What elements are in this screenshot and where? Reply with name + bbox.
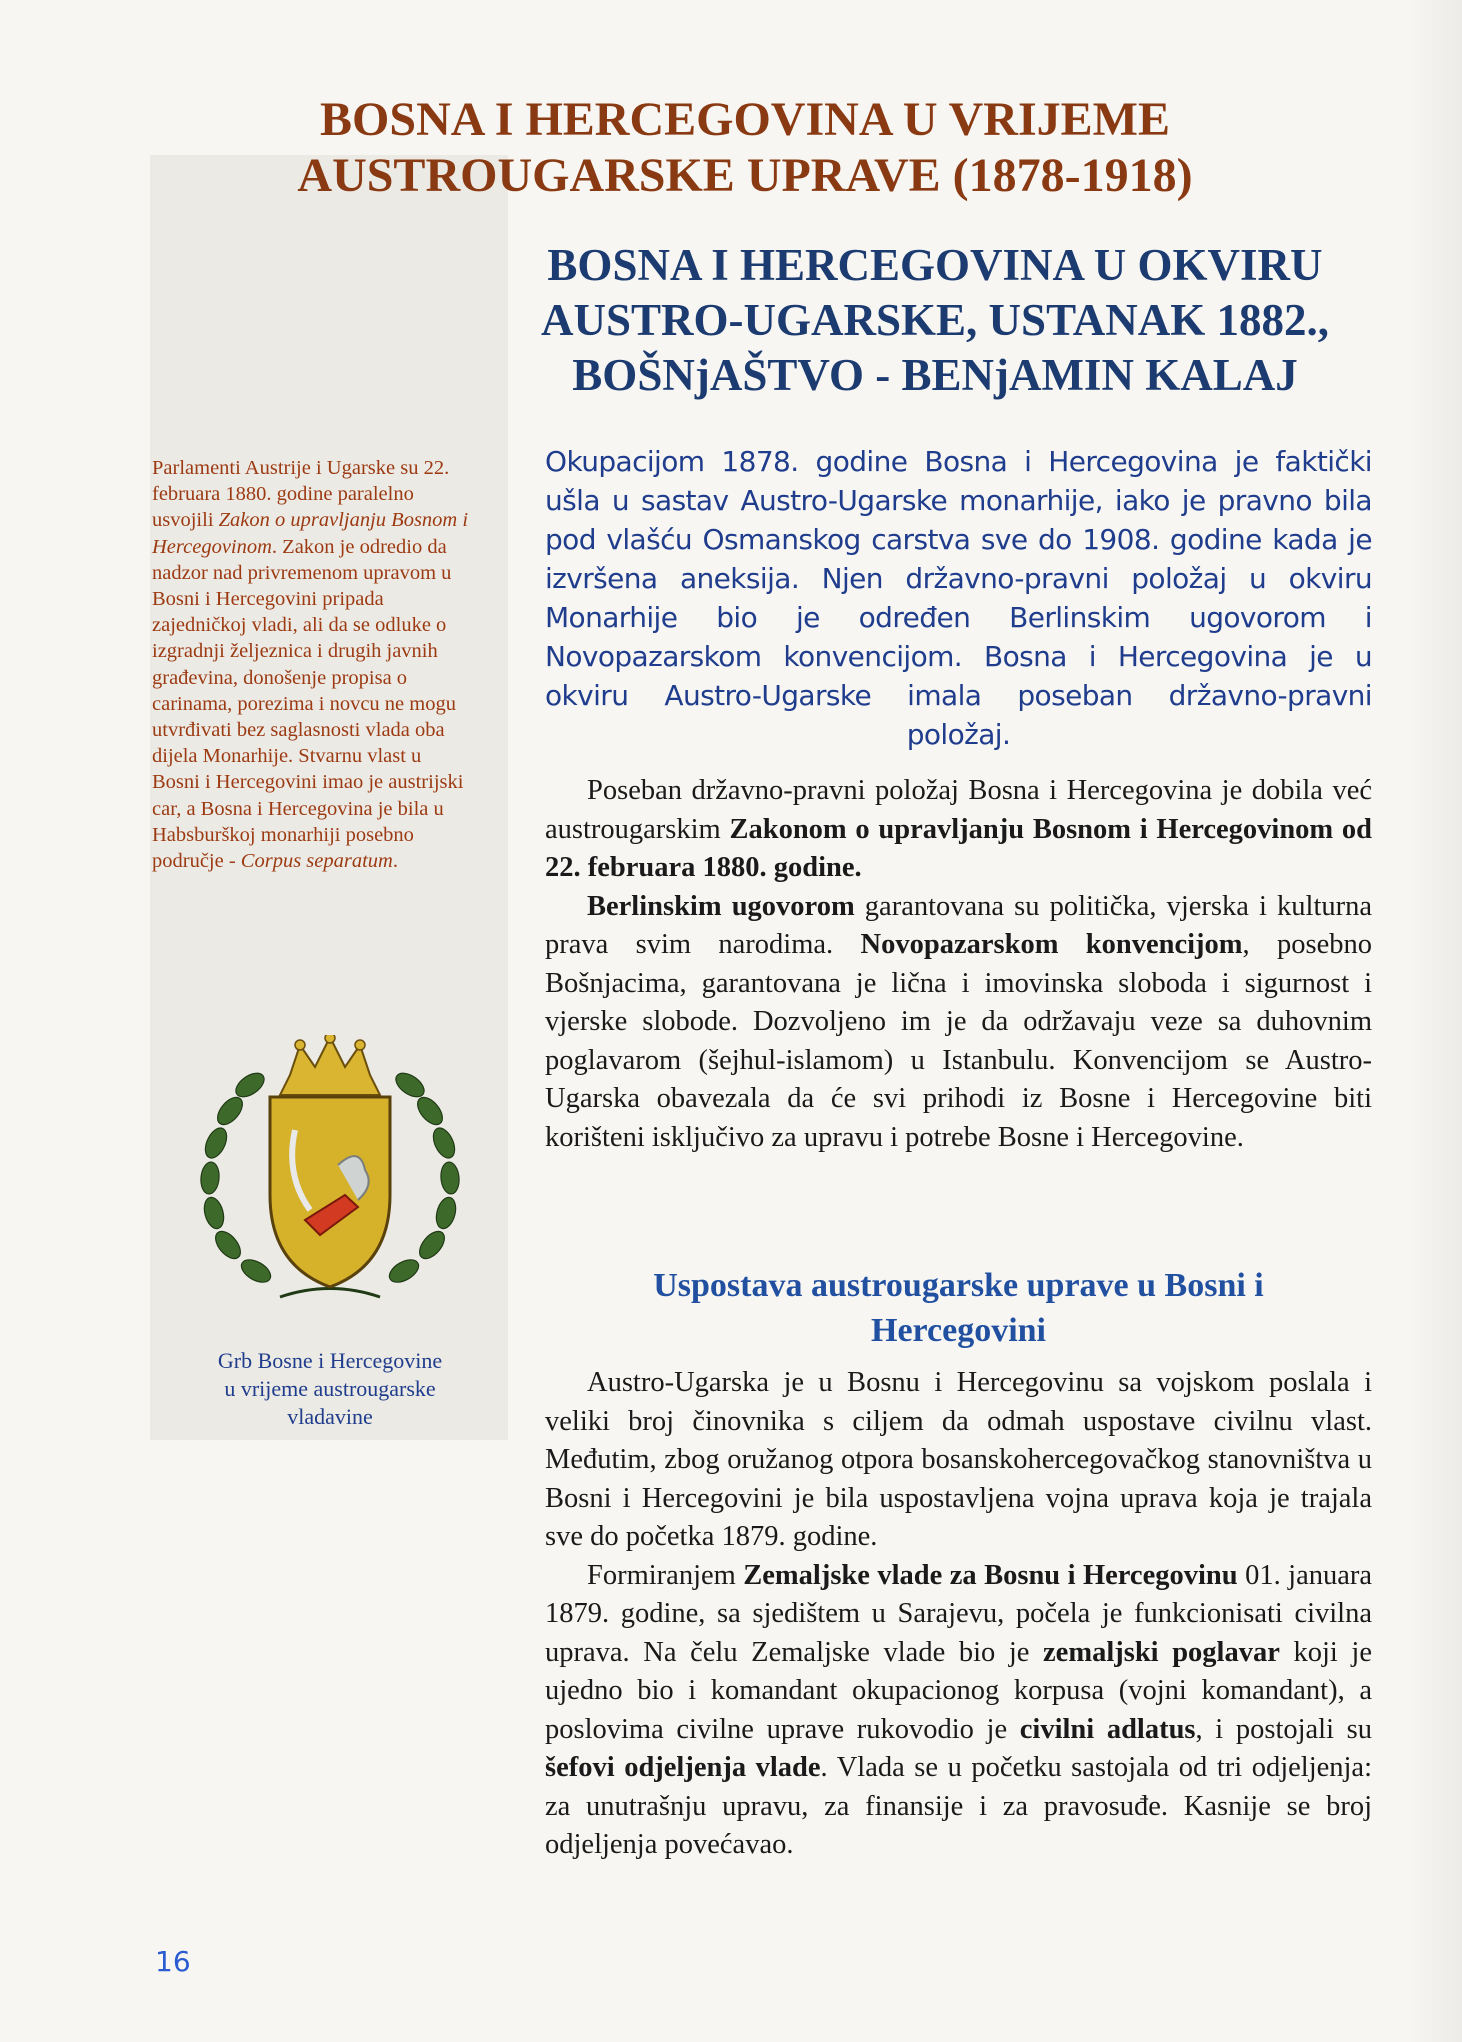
sidebar-note-italic-2: Corpus separatum [240, 850, 393, 873]
subsection-title [545, 1263, 1372, 1353]
page-number: 16 [155, 1945, 191, 1978]
crest-caption-line-3: vladavine [287, 1404, 373, 1429]
paragraph-4-text-4: , i postojali su [1195, 1713, 1372, 1745]
section-title-line-1: BOSNA I HERCEGOVINA U OKVIRU [547, 240, 1323, 290]
sidebar-note-text-1: Parlamenti Austrije i Ugarske su 22. februara 1880. godine paralelno usvojili [152, 457, 450, 532]
paragraph-4 [545, 1557, 1372, 1865]
body-block-1 [545, 772, 1372, 1157]
paragraph-4-text-2: 01. januara 1879. godine, sa sjedištem u Sarajevu, počela je funkcionisati civilna uprava. Na čelu Zemaljske vlade bio je [545, 1559, 1373, 1668]
paragraph-2-text-1: garantovana su politička, vjerska i kulturna prava svim narodima. [545, 890, 1372, 960]
section-title [535, 238, 1335, 403]
sidebar-note [152, 455, 472, 874]
paragraph-4-text-1: Formiranjem [587, 1559, 744, 1591]
paragraph-4-bold-3: civilni adlatus [1019, 1713, 1196, 1745]
paragraph-1 [545, 772, 1372, 888]
paragraph-2-text-2: , posebno Bošnjacima, garantovana je lična i imovinska sloboda i sigurnost i vjerske slobode. Dozvoljeno im je da održavaju veze sa duhovnim poglavarom (šejhul-islamom) u Istanbulu. Konvencijom se Austro-Ugarska obavezala da će svi prihodi iz Bosne i Hercegovine biti korišteni isključivo za upravu i potrebe Bosne i Hercegovine. [545, 929, 1372, 1153]
section-title-line-2: AUSTRO-UGARSKE, USTANAK 1882., [540, 295, 1329, 345]
paragraph-3: Austro-Ugarska je u Bosnu i Hercegovinu sa vojskom poslala i veliki broj činovnika s ciljem da odmah uspostave civilnu vlast. Međutim, zbog oružanog otpora bosanskohercegovačkog stanovništva u Bosni i Hercegovini je bila uspostavljena vojna uprava koja je trajala sve do početka 1879. godine. [545, 1367, 1372, 1552]
paragraph-1-bold: Zakonom o upravljanju Bosnom i Hercegovinom od 22. februara 1880. godine. [545, 813, 1373, 883]
lead-paragraph-block [545, 442, 1372, 754]
sidebar-note-text-2: . Zakon je odredio da nadzor nad privremenom upravom u Bosni i Hercegovini pripada zajedničkoj vladi, ali da se odluke o izgradnji željeznica i drugih javnih građevina, donošenje propisa o carinama, porezima i novcu ne mogu utvrđivati bez saglasnosti vlada oba dijela Monarhije. Stvarnu vlast u Bosni i Hercegovini imao je austrijski car, a Bosna i Hercegovina je bila u Habsburškoj monarhiji posebno područje - [152, 535, 464, 873]
crest-caption [165, 1347, 495, 1431]
paragraph-1-text: Poseban državno-pravni položaj Bosna i Hercegovina je dobila već austrougarskim [545, 775, 1372, 845]
lead-paragraph: Okupacijom 1878. godine Bosna i Hercegovina je faktički ušla u sastav Austro-Ugarske monarhije, iako je pravno bila pod vlašću Osmanskog carstva sve do 1908. godine kada je izvršena aneksija. Njen državno-pravni položaj u okviru Monarhije bio je određen Berlinskim ugovorom i Novopazarskom konvencijom. Bosna i Hercegovina je u okviru Austro-Ugarske imala poseban državno-pravni položaj. [545, 445, 1372, 751]
paragraph-4-text-5: . Vlada se u početku sastojala od tri odjeljenja: za unutrašnju upravu, za finansije i za pravosuđe. Kasnije se broj odjeljenja povećavao. [545, 1752, 1372, 1860]
paragraph-4-bold-2: zemaljski poglavar [1043, 1636, 1280, 1668]
body-block-2 [545, 1364, 1372, 1865]
section-title-line-3: BOŠNjAŠTVO - BENjAMIN KALAJ [572, 350, 1298, 400]
sidebar-note-text-3: . [392, 850, 398, 873]
coat-of-arms-icon [180, 1035, 480, 1335]
sidebar-note-italic-1: Zakon o upravljanju Bosnom i Hercegovinom [152, 509, 469, 558]
paragraph-2-bold-2: Novopazarskom konvencijom [860, 929, 1243, 960]
page-title-line-1: BOSNA I HERCEGOVINA U VRIJEME [320, 93, 1170, 146]
paragraph-4-text-3: koji je ujedno bio i komandant okupacionog korpusa (vojni komandant), a poslovima civilne uprave rukovodio je [545, 1636, 1372, 1745]
subsection-title-line-2: Hercegovini [871, 1312, 1046, 1349]
paragraph-2-bold-1: Berlinskim ugovorom [587, 890, 855, 922]
page-title-line-2: AUSTROUGARSKE UPRAVE (1878-1918) [297, 149, 1193, 202]
paragraph-2 [545, 888, 1372, 1158]
page-edge-shadow [1407, 0, 1462, 2042]
crest-caption-line-2: u vrijeme austrougarske [224, 1376, 436, 1401]
crest-caption-line-1: Grb Bosne i Hercegovine [217, 1348, 443, 1373]
paragraph-4-bold-1: Zemaljske vlade za Bosnu i Hercegovinu [743, 1559, 1238, 1591]
page-title [250, 92, 1240, 204]
paragraph-4-bold-4: šefovi odjeljenja vlade [545, 1752, 821, 1783]
subsection-title-line-1: Uspostava austrougarske uprave u Bosni i [653, 1267, 1264, 1304]
